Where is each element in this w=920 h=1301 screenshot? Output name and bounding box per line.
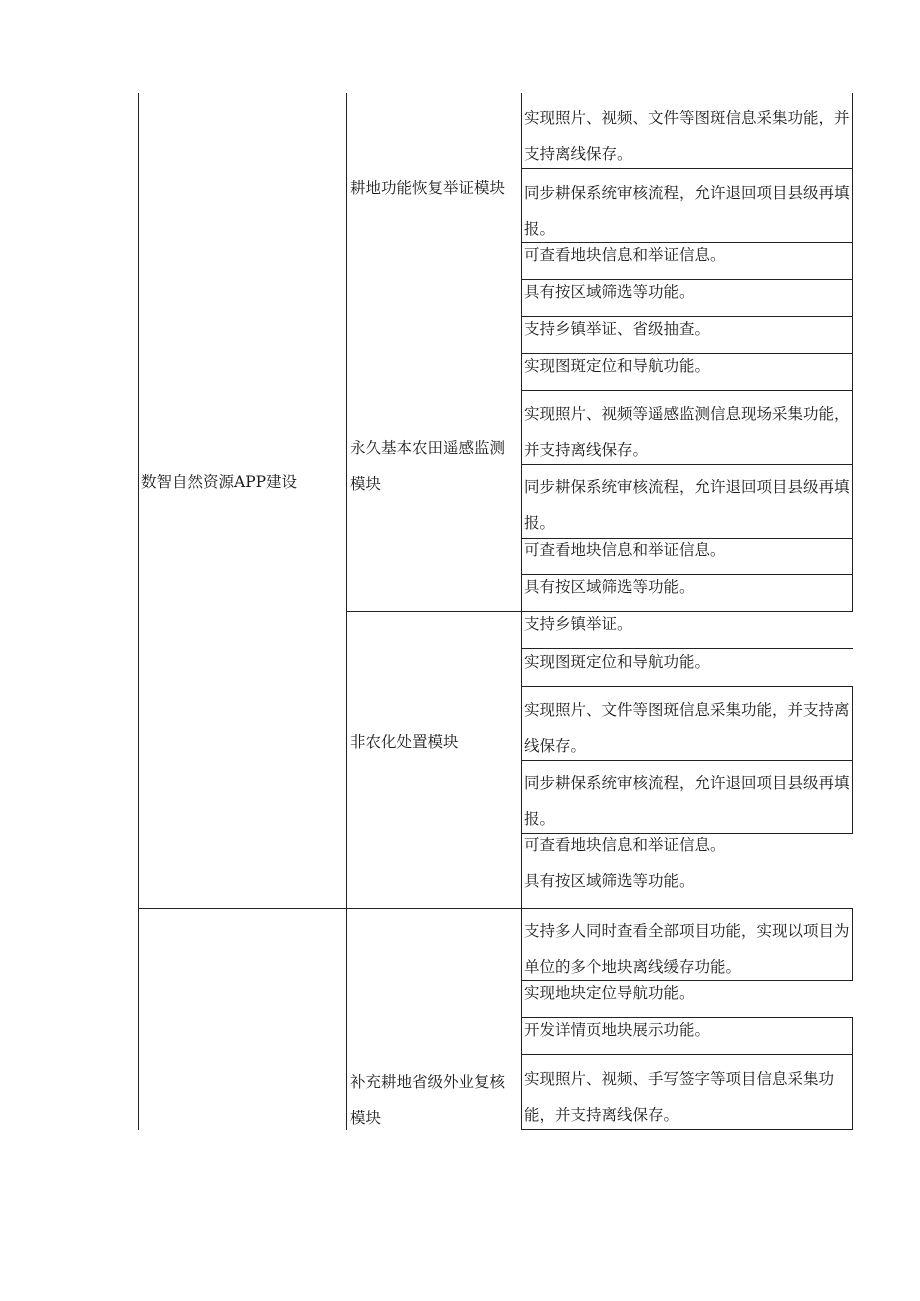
module-item: 可查看地块信息和举证信息。 <box>524 541 726 559</box>
module-item: 开发详情页地块展示功能。 <box>524 1021 711 1039</box>
module-name-supplementary-cropland: 补充耕地省级外业复核模块 <box>350 1073 506 1127</box>
table-border-left <box>138 908 139 1130</box>
module-item: 具有按区域筛选等功能。 <box>524 283 695 301</box>
module-item: 支持多人同时查看全部项目功能，实现以项目为单位的多个地块离线缓存功能。 <box>524 922 850 976</box>
module-item: 同步耕保系统审核流程，允许退回项目县级再填报。 <box>524 184 850 238</box>
row-divider <box>522 686 853 687</box>
module-item: 支持乡镇举证。 <box>524 615 633 633</box>
cell-border-right <box>852 93 853 611</box>
cell-border-right <box>852 1054 853 1130</box>
module-item: 实现图斑定位和导航功能。 <box>524 653 711 671</box>
section-divider <box>138 908 853 909</box>
module-item: 具有按区域筛选等功能。 <box>524 872 695 890</box>
module-name-cropland-restoration: 耕地功能恢复举证模块 <box>350 179 506 197</box>
module-item: 实现照片、视频等遥感监测信息现场采集功能，并支持离线保存。 <box>524 405 850 459</box>
module-item: 可查看地块信息和举证信息。 <box>524 836 726 854</box>
module-item: 同步耕保系统审核流程，允许退回项目县级再填报。 <box>524 478 850 532</box>
row-divider <box>522 390 853 391</box>
module-name-non-agri-disposal: 非农化处置模块 <box>350 733 459 751</box>
module-name-permanent-farmland: 永久基本农田遥感监测模块 <box>350 439 506 493</box>
cell-border-right <box>852 908 853 980</box>
module-item: 实现照片、文件等图斑信息采集功能，并支持离线保存。 <box>524 701 850 755</box>
module-item: 支持乡镇举证、省级抽查。 <box>524 320 711 338</box>
module-item: 可查看地块信息和举证信息。 <box>524 246 726 264</box>
module-item: 实现图斑定位和导航功能。 <box>524 357 711 375</box>
module-item: 实现照片、视频、手写签字等项目信息采集功能，并支持离线保存。 <box>524 1070 835 1124</box>
category-label: 数智自然资源APP建设 <box>141 473 298 491</box>
table-border-left <box>138 93 139 908</box>
cell-border-right <box>852 1017 853 1054</box>
row-divider <box>522 1054 853 1055</box>
module-item: 同步耕保系统审核流程，允许退回项目县级再填报。 <box>524 774 850 828</box>
module-item: 实现地块定位导航功能。 <box>524 984 695 1002</box>
module-item: 实现照片、视频、文件等图斑信息采集功能，并支持离线保存。 <box>524 109 850 163</box>
module-item: 具有按区域筛选等功能。 <box>524 578 695 596</box>
